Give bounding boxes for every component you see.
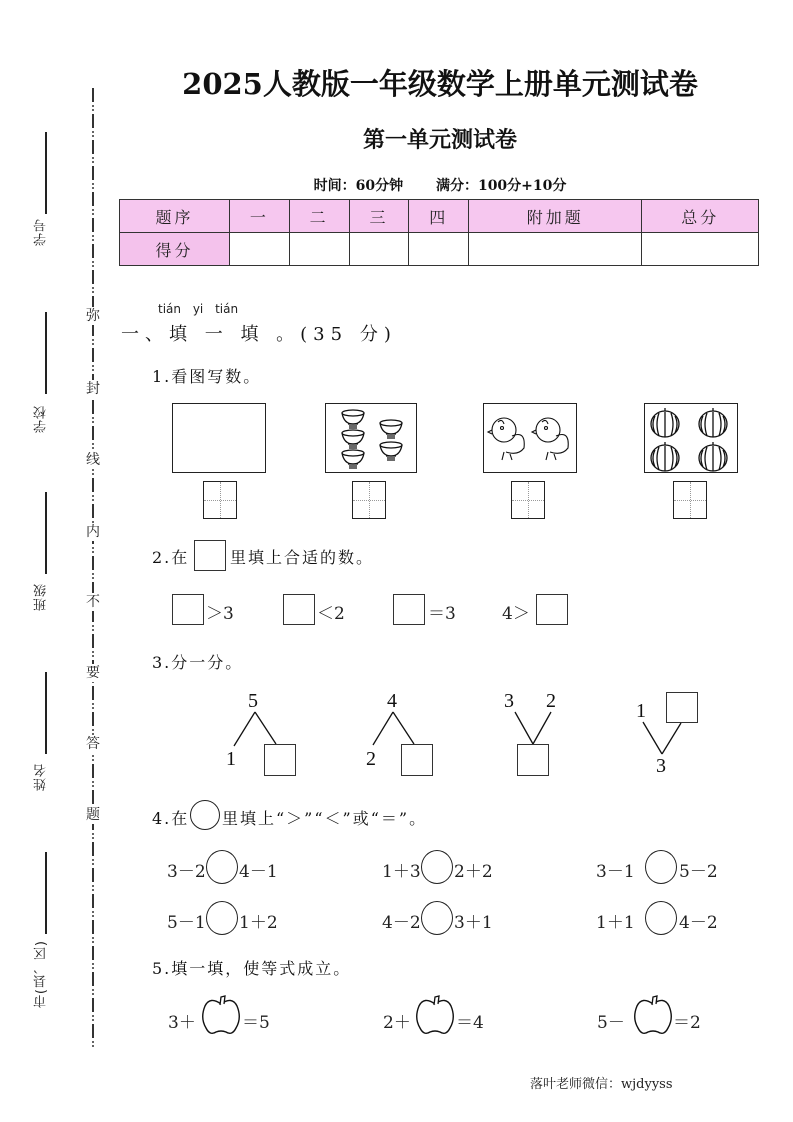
q2-answer-box-4[interactable] [536, 594, 568, 625]
q2-expr-4: 4＞ [502, 604, 530, 624]
bond3-top-left: 3 [504, 690, 514, 712]
score-header-cell: 四 [409, 200, 469, 233]
page-subtitle: 第一单元测试卷 [362, 127, 517, 153]
q5-title: 5.填一填，使等式成立。 [152, 959, 352, 978]
score-cell[interactable] [469, 233, 642, 266]
district-label: 市(县、区) [34, 940, 49, 1009]
q4-right-1: 4－1 [239, 862, 278, 882]
score-cell[interactable] [289, 233, 349, 266]
q4-compare-circle-6[interactable] [645, 901, 677, 935]
bond3-answer-box[interactable] [517, 744, 549, 776]
q4-left-6: 1＋1 [596, 913, 635, 933]
student-id-line[interactable] [45, 132, 47, 214]
score-cell[interactable] [409, 233, 469, 266]
seal-char-ti: 题 [86, 807, 100, 823]
picture-empty [172, 403, 266, 473]
pumpkins-icon [645, 404, 739, 474]
footer-contact: 落叶老师微信：wjdyyss [530, 1077, 673, 1092]
answer-grid-4[interactable] [673, 481, 707, 519]
q2-expr-3: ＝3 [428, 604, 456, 624]
apple-icon[interactable] [202, 994, 240, 1036]
bond4-lines [0, 0, 10, 10]
exam-time: 时间：60分钟 [313, 178, 404, 194]
bond2-top: 4 [387, 690, 397, 712]
score-header-cell: 三 [349, 200, 409, 233]
q5-right-2: ＝4 [456, 1013, 484, 1033]
q4-left-5: 4－2 [382, 913, 421, 933]
score-header-cell: 二 [289, 200, 349, 233]
q5-right-3: ＝2 [673, 1013, 701, 1033]
score-header-cell: 总分 [642, 200, 759, 233]
score-header-cell: 题序 [120, 200, 230, 233]
answer-grid-1[interactable] [203, 481, 237, 519]
section-title: 一、填 一 填 。(35 分) [121, 324, 397, 345]
apple-icon[interactable] [416, 994, 454, 1036]
q4-compare-circle-1[interactable] [206, 850, 238, 884]
q4-left-4: 5－1 [167, 913, 206, 933]
q1-title: 1.看图写数。 [152, 367, 262, 386]
seal-char-nei: 内 [86, 524, 100, 540]
answer-grid-2[interactable] [352, 481, 386, 519]
bond4-bottom: 3 [656, 755, 666, 777]
q4-title-circle-icon [190, 800, 220, 830]
bond1-answer-box[interactable] [264, 744, 296, 776]
q4-right-3: 5－2 [679, 862, 718, 882]
q5-left-3: 5－ [597, 1013, 625, 1033]
bond2-answer-box[interactable] [401, 744, 433, 776]
district-line[interactable] [45, 852, 47, 934]
score-table [119, 199, 759, 266]
school-label: 学校 [34, 405, 49, 433]
score-table-score-row [120, 233, 759, 266]
apple-icon[interactable] [634, 994, 672, 1036]
seal-char-feng: 封 [86, 381, 100, 397]
picture-bowls [325, 403, 417, 473]
q2-answer-box-1[interactable] [172, 594, 204, 625]
score-cell[interactable] [349, 233, 409, 266]
chicks-icon [484, 404, 578, 474]
class-label: 班级 [34, 583, 49, 611]
seal-char-xian: 线 [86, 452, 100, 468]
bowls-icon [326, 404, 418, 474]
score-cell[interactable] [642, 233, 759, 266]
seal-char-yao: 要 [86, 665, 100, 681]
q4-right-4: 1＋2 [239, 913, 278, 933]
picture-pumpkins [644, 403, 738, 473]
bond4-top-left: 1 [636, 700, 646, 722]
exam-full-score: 满分：100分+10分 [435, 178, 567, 194]
seal-char-da: 答 [86, 736, 100, 752]
bond4-answer-box[interactable] [666, 692, 698, 723]
seal-dashed-line [90, 88, 98, 1038]
q3-title: 3.分一分。 [152, 653, 244, 672]
name-line[interactable] [45, 672, 47, 754]
q2-expr-1: ＞3 [206, 604, 234, 624]
q5-left-1: 3＋ [168, 1013, 196, 1033]
bond1-left: 1 [226, 748, 236, 770]
bond3-top-right: 2 [546, 690, 556, 712]
name-label: 姓名 [34, 763, 49, 791]
class-line[interactable] [45, 492, 47, 574]
q2-title-box-icon [194, 540, 226, 571]
picture-chicks [483, 403, 577, 473]
q4-right-2: 2＋2 [454, 862, 493, 882]
section-pinyin: tián yi tián [158, 302, 239, 316]
score-row-label: 得分 [120, 233, 230, 266]
school-line[interactable] [45, 312, 47, 394]
q4-left-3: 3－1 [596, 862, 635, 882]
page-title: 2025人教版一年级数学上册单元测试卷 [182, 67, 698, 101]
answer-grid-3[interactable] [511, 481, 545, 519]
seal-char-mi: 弥 [86, 308, 100, 324]
q4-title-post: 里填上“＞”“＜”或“＝”。 [222, 809, 428, 828]
bond2-left: 2 [366, 748, 376, 770]
score-table-header-row [120, 200, 759, 233]
q4-left-2: 1＋3 [382, 862, 421, 882]
q4-compare-circle-2[interactable] [421, 850, 453, 884]
q2-title-pre: 2.在 [152, 548, 190, 567]
q4-title-pre: 4.在 [152, 809, 190, 828]
score-cell[interactable] [230, 233, 290, 266]
exam-meta [120, 175, 760, 195]
q2-answer-box-3[interactable] [393, 594, 425, 625]
bond1-top: 5 [248, 690, 258, 712]
q4-right-5: 3＋1 [454, 913, 493, 933]
q4-left-1: 3－2 [167, 862, 206, 882]
q5-right-1: ＝5 [242, 1013, 270, 1033]
q4-right-6: 4－2 [679, 913, 718, 933]
seal-char-bu: 不 [86, 594, 100, 610]
q2-answer-box-2[interactable] [283, 594, 315, 625]
score-header-cell: 附加题 [469, 200, 642, 233]
q4-compare-circle-3[interactable] [645, 850, 677, 884]
q2-expr-2: ＜2 [317, 604, 345, 624]
student-id-label: 学号 [34, 218, 49, 246]
score-header-cell: 一 [230, 200, 290, 233]
q2-title-post: 里填上合适的数。 [230, 548, 375, 567]
q5-left-2: 2＋ [383, 1013, 411, 1033]
q4-compare-circle-5[interactable] [421, 901, 453, 935]
q4-compare-circle-4[interactable] [206, 901, 238, 935]
